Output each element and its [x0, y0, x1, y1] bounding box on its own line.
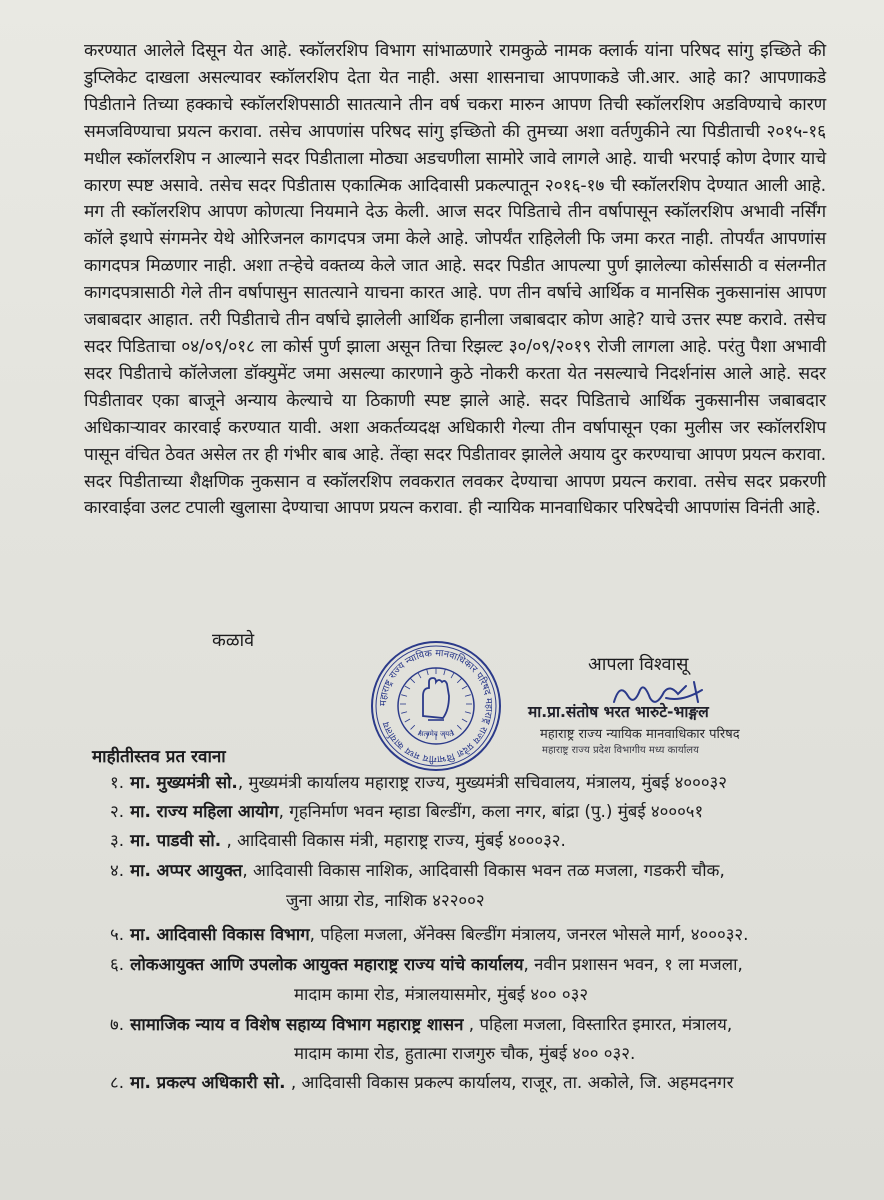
copy-recipient-item	[110, 1070, 733, 1093]
seal-ray	[465, 712, 471, 714]
seal-ray	[451, 673, 454, 678]
recipient-name: लोकआयुक्त आणि उपलोक आयुक्त महाराष्ट्र राज्य यांचे कार्यालय	[130, 954, 524, 974]
closing-kalave: कळावे	[212, 630, 255, 651]
svg-text:महाराष्ट्र राज्य न्यायिक मानवा	[378, 648, 494, 765]
seal-ray	[401, 712, 407, 714]
recipient-name: मा. प्रकल्प अधिकारी सो.	[130, 1072, 286, 1092]
item-number: ६.	[110, 954, 125, 974]
seal-ray	[465, 695, 471, 697]
seal-ray	[444, 669, 446, 675]
recipient-address-continued: मादाम कामा रोड, मंत्रालयासमोर, मुंबई ४०० ०३२	[294, 984, 589, 1004]
seal-ray	[411, 725, 415, 729]
recipient-name: मा. अप्पर आयुक्त	[130, 860, 243, 880]
recipient-address: , आदिवासी विकास नाशिक, आदिवासी विकास भवन तळ मजला, गडकरी चौक,	[242, 860, 725, 880]
recipient-address: , पहिला मजला, विस्तारित इमारत, मंत्रालय,	[463, 1014, 733, 1034]
recipient-address-continued: जुना आग्रा रोड, नाशिक ४२२००२	[286, 890, 485, 910]
copy-recipient-item	[110, 922, 749, 945]
seal-ray	[405, 719, 410, 722]
recipient-name: मा. मुख्यमंत्री सो.	[130, 772, 238, 792]
item-number: २.	[110, 801, 125, 821]
seal-ray	[462, 686, 467, 689]
item-number: ४.	[110, 860, 125, 880]
item-number: ७.	[110, 1014, 125, 1034]
recipient-address: , आदिवासी विकास मंत्री, महाराष्ट्र राज्य, मुंबई ४०००३२.	[221, 830, 566, 850]
recipient-address: , नवीन प्रशासन भवन, १ ला मजला,	[523, 954, 743, 974]
seal-ray	[401, 695, 407, 697]
signatory-organisation: महाराष्ट्र राज्य न्यायिक मानवाधिकार परिषद	[540, 727, 740, 742]
recipient-address-continued: मादाम कामा रोड, हुतात्मा राजगुरु चौक, मुंबई ४०० ०३२.	[294, 1043, 636, 1063]
recipient-name: मा. राज्य महिला आयोग	[130, 801, 279, 821]
recipient-address: , मुख्यमंत्री कार्यालय महाराष्ट्र राज्य, मुख्यमंत्री सचिवालय, मंत्रालय, मुंबई ४०००३२	[237, 772, 727, 792]
signatory-name: मा.प्रा.संतोष भरत भारुटे-भाङ्गल	[528, 703, 709, 721]
copy-recipient-item	[110, 1012, 732, 1035]
recipient-name: सामाजिक न्याय व विशेष सहाय्य विभाग महाराष्ट्र शासन	[130, 1014, 464, 1034]
recipient-name: मा. पाडवी सो.	[130, 830, 222, 850]
seal-ray	[411, 679, 415, 683]
recipient-address: , आदिवासी विकास प्रकल्प कार्यालय, राजूर, ता. अकोले, जि. अहमदनगर	[285, 1072, 734, 1092]
letter-body: करण्यात आलेले दिसून येत आहे. स्कॉलरशिप विभाग सांभाळणारे रामकुळे नामक क्लार्क यांना परिषद सांगु इच्छिते की डुप्लिकेट दाखला असल्यावर स्कॉलरशिप देता येत नाही. असा शासनाचा आपणाकडे जी.आर. आहे का? आपणाकडे पिडीताने तिच्या हक्काचे स्कॉलरशिपसाठी सातत्याने तीन वर्ष चकरा मारुन आपण तिची स्कॉलरशिप अडविण्याचे कारण समजविण्याचा प्रयत्न करावा. तसेच आपणांस परिषद सांगु इच्छितो की तुमच्या अशा वर्तणुकीने त्या पिडीताची २०१५-१६ मधील स्कॉलरशिप न आल्याने सदर पिडीताला मोठ्या अडचणीला सामोरे जावे लागले आहे. याची भरपाई कोण देणार याचे कारण स्पष्ट असावे. तसेच सदर पिडीतास एकात्मिक आदिवासी प्रकल्पातून २०१६-१७ ची स्कॉलरशिप देण्यात आली आहे. मग ती स्कॉलरशिप आपण कोणत्या नियमाने देऊ केली. आज सदर पिडिताचे तीन वर्षापासून स्कॉलरशिप अभावी नर्सिंग कॉले इथापे संगमनेर येथे ओरिजनल कागदपत्र जमा केले आहे. जोपर्यंत राहिलेली फि जमा करत नाही. तोपर्यंत आपणांस कागदपत्र मिळणार नाही. अशा तऱ्हेचे वक्तव्य केले जात आहे. सदर पिडीत आपल्या पुर्ण झालेल्या कोर्ससाठी व संलग्नीत कागदपत्रासाठी गेले तीन वर्षापासुन सातत्याने याचना कारत आहे. पण तीन वर्षाचे आर्थिक व मानसिक नुकसानांस आपण जबाबदार आहात. तरी पिडीताचे तीन वर्षाचे झालेली आर्थिक हानीला जबाबदार कोण आहे? याचे उत्तर स्पष्ट करावे. तसेच सदर पिडिताचा ०४/०९/०१८ ला कोर्स पुर्ण झाला असून तिचा रिझल्ट ३०/०९/२०१९ रोजी लागला आहे. परंतु पैशा अभावी सदर पिडीताचे कॉलेजला डॉक्युमेंट जमा असल्या कारणाने कुठे नोकरी करता येत नसल्याचे निदर्शनांस आले आहे. सदर पिडीतावर एका बाजूने अन्याय केल्याचे या ठिकाणी स्पष्ट झाले आहे. सदर पिडिताचे आर्थिक नुकसानीस जबाबदार अधिकाऱ्यावर कारवाई करण्यात यावी. अशा अकर्तव्यदक्ष अधिकारी गेल्या तीन वर्षापासून एका मुलीस जर स्कॉलरशिप पासून वंचित ठेवत असेल तर ही गंभीर बाब आहे. तेंव्हा सदर पिडीतावर झालेले अयाय दुर करण्याचा आपण प्रयत्न करावा. सदर पिडीताच्या शैक्षणिक नुकसान व स्कॉलरशिप लवकरात लवकर देण्याचा आपण प्रयत्न करावा. तसेच सदर प्रकरणी कारवाईवा उलट टपाली खुलासा देण्याचा आपण प्रयत्न करावा. ही न्यायिक मानवाधिकार परिषदेची आपणांस विनंती आहे.	[84, 41, 826, 519]
seal-ring-text: महाराष्ट्र राज्य न्यायिक मानवाधिकार परिषद महाराष्ट्र राज्य प्रदेश विभागीय मध्य कार्यालय	[377, 647, 495, 765]
copy-recipient-item	[110, 828, 566, 851]
recipient-address: , गृहनिर्माण भवन म्हाडा बिल्डींग, कला नगर, बांद्रा (पु.) मुंबई ४०००५१	[278, 801, 704, 821]
copy-recipient-item	[110, 952, 743, 975]
recipient-name: मा. आदिवासी विकास विभाग	[130, 924, 310, 944]
seal-motto-text: सत्यमेव जयते	[418, 730, 454, 738]
seal-ray	[427, 669, 429, 675]
seal-ray	[462, 719, 467, 722]
official-seal-stamp	[368, 638, 504, 774]
item-number: १.	[110, 772, 125, 792]
sign-closing: आपला विश्वासू	[588, 654, 689, 675]
item-number: ३.	[110, 830, 125, 850]
seal-ray	[418, 673, 421, 678]
copy-recipient-item	[110, 799, 703, 822]
copy-recipient-item	[110, 858, 725, 881]
seal-ray	[457, 725, 461, 729]
copies-heading: माहीतीस्तव प्रत रवाना	[92, 747, 226, 767]
copy-recipient-item	[110, 770, 727, 793]
recipient-address: , पहिला मजला, ॲनेक्स बिल्डींग मंत्रालय, जनरल भोसले मार्ग, ४०००३२.	[309, 924, 749, 944]
seal-ray	[457, 679, 461, 683]
signatory-office: महाराष्ट्र राज्य प्रदेश विभागीय मध्य कार्यालय	[542, 745, 699, 756]
seal-ray	[405, 686, 410, 689]
item-number: ८.	[110, 1072, 125, 1092]
item-number: ५.	[110, 924, 125, 944]
